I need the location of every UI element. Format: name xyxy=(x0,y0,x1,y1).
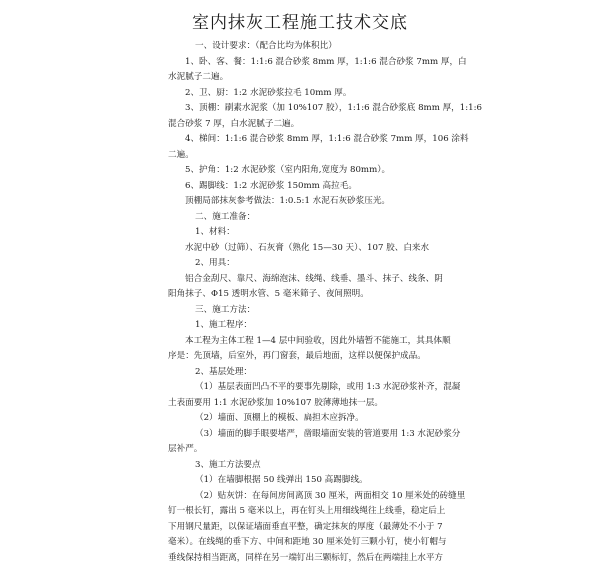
text-line: 混合砂浆 7 厚，白水泥腻子二遍。 xyxy=(168,117,432,133)
text-line: 4、梯间：1:1:6 混合砂浆 8mm 厚，1:1:6 混合砂浆 7mm 厚，106 涂料 xyxy=(168,132,432,148)
text-line: （3）墙面的脚手眼要堵严，凿眼墙面安装的管道要用 1:3 水泥砂浆分 xyxy=(168,427,432,443)
text-line: 阳角抹子、Φ15 透明水管、5 毫米筛子、夜间照明。 xyxy=(168,287,432,303)
text-line: 本工程为主体工程 1—4 层中间验收，因此外墙暂不能施工，其具体顺 xyxy=(168,334,432,350)
document-body xyxy=(168,39,432,566)
document-title: 室内抹灰工程施工技术交底 xyxy=(168,8,432,33)
text-line: 土表面要用 1:1 水泥砂浆加 10%107 胶薄薄地抹一层。 xyxy=(168,396,432,412)
text-line: 3、施工方法要点 xyxy=(168,458,432,474)
text-line: 1、卧、客、餐：1:1:6 混合砂浆 8mm 厚，1:1:6 混合砂浆 7mm 厚，白 xyxy=(168,55,432,71)
text-line: 毫米）。在线绳的垂下方、中间和距地 30 厘米处钉三颗小钉，使小钉帽与 xyxy=(168,535,432,551)
document-page xyxy=(160,0,440,400)
text-line: 铝合金刮尺、靠尺、海绵泡沫、线绳、线垂、墨斗、抹子、线条、阴 xyxy=(168,272,432,288)
text-line: 二、施工准备： xyxy=(168,210,432,226)
text-line: （2）墙面、顶棚上的模板、扁担木应拆净。 xyxy=(168,411,432,427)
text-line: 2、基层处理： xyxy=(168,365,432,381)
text-line: 6、踢脚线：1:2 水泥砂浆 150mm 高拉毛。 xyxy=(168,179,432,195)
text-line: 三、施工方法： xyxy=(168,303,432,319)
text-line: 5、护角：1:2 水泥砂浆（室内阳角,宽度为 80mm）。 xyxy=(168,163,432,179)
text-line: 2、用具： xyxy=(168,256,432,272)
text-line: （2）贴灰饼：在每间房间离顶 30 厘米，两面相交 10 厘米处的砖缝里 xyxy=(168,489,432,505)
text-line: 水泥中砂（过筛）、石灰膏（熟化 15—30 天）、107 胶、白来水 xyxy=(168,241,432,257)
text-line: 2、卫、厨：1:2 水泥砂浆拉毛 10mm 厚。 xyxy=(168,86,432,102)
text-line: 序是：先顶墙，后室外，再门窗套，最后地面，这样以便保护成品。 xyxy=(168,349,432,365)
text-line: 1、施工程序： xyxy=(168,318,432,334)
text-line: 一、设计要求：（配合比均为体积比） xyxy=(168,39,432,55)
text-line: 垂线保持相当距离，同样在另一端钉出三颗标钉，然后在两端挂上水平方 xyxy=(168,551,432,566)
text-line: 顶棚局部抹灰参考做法：1:0.5:1 水泥石灰砂浆压光。 xyxy=(168,194,432,210)
text-line: （1）基层表面凹凸不平的要事先剔除，或用 1:3 水泥砂浆补齐，混凝 xyxy=(168,380,432,396)
text-line: 层补严。 xyxy=(168,442,432,458)
text-line: 下用钢尺量距，以保证墙面垂直平整，确定抹灰的厚度（最薄处不小于 7 xyxy=(168,520,432,536)
text-line: 水泥腻子二遍。 xyxy=(168,70,432,86)
text-line: （1）在墙脚根据 50 线弹出 150 高踢脚线。 xyxy=(168,473,432,489)
text-line: 钉一根长钉，露出 5 毫米以上，再在钉头上用细线绳往上线垂，稳定后上 xyxy=(168,504,432,520)
text-line: 二遍。 xyxy=(168,148,432,164)
text-line: 1、材料： xyxy=(168,225,432,241)
text-line: 3、顶棚：刷素水泥浆（加 10%107 胶），1:1:6 混合砂浆底 8mm 厚，1:1:6 xyxy=(168,101,432,117)
